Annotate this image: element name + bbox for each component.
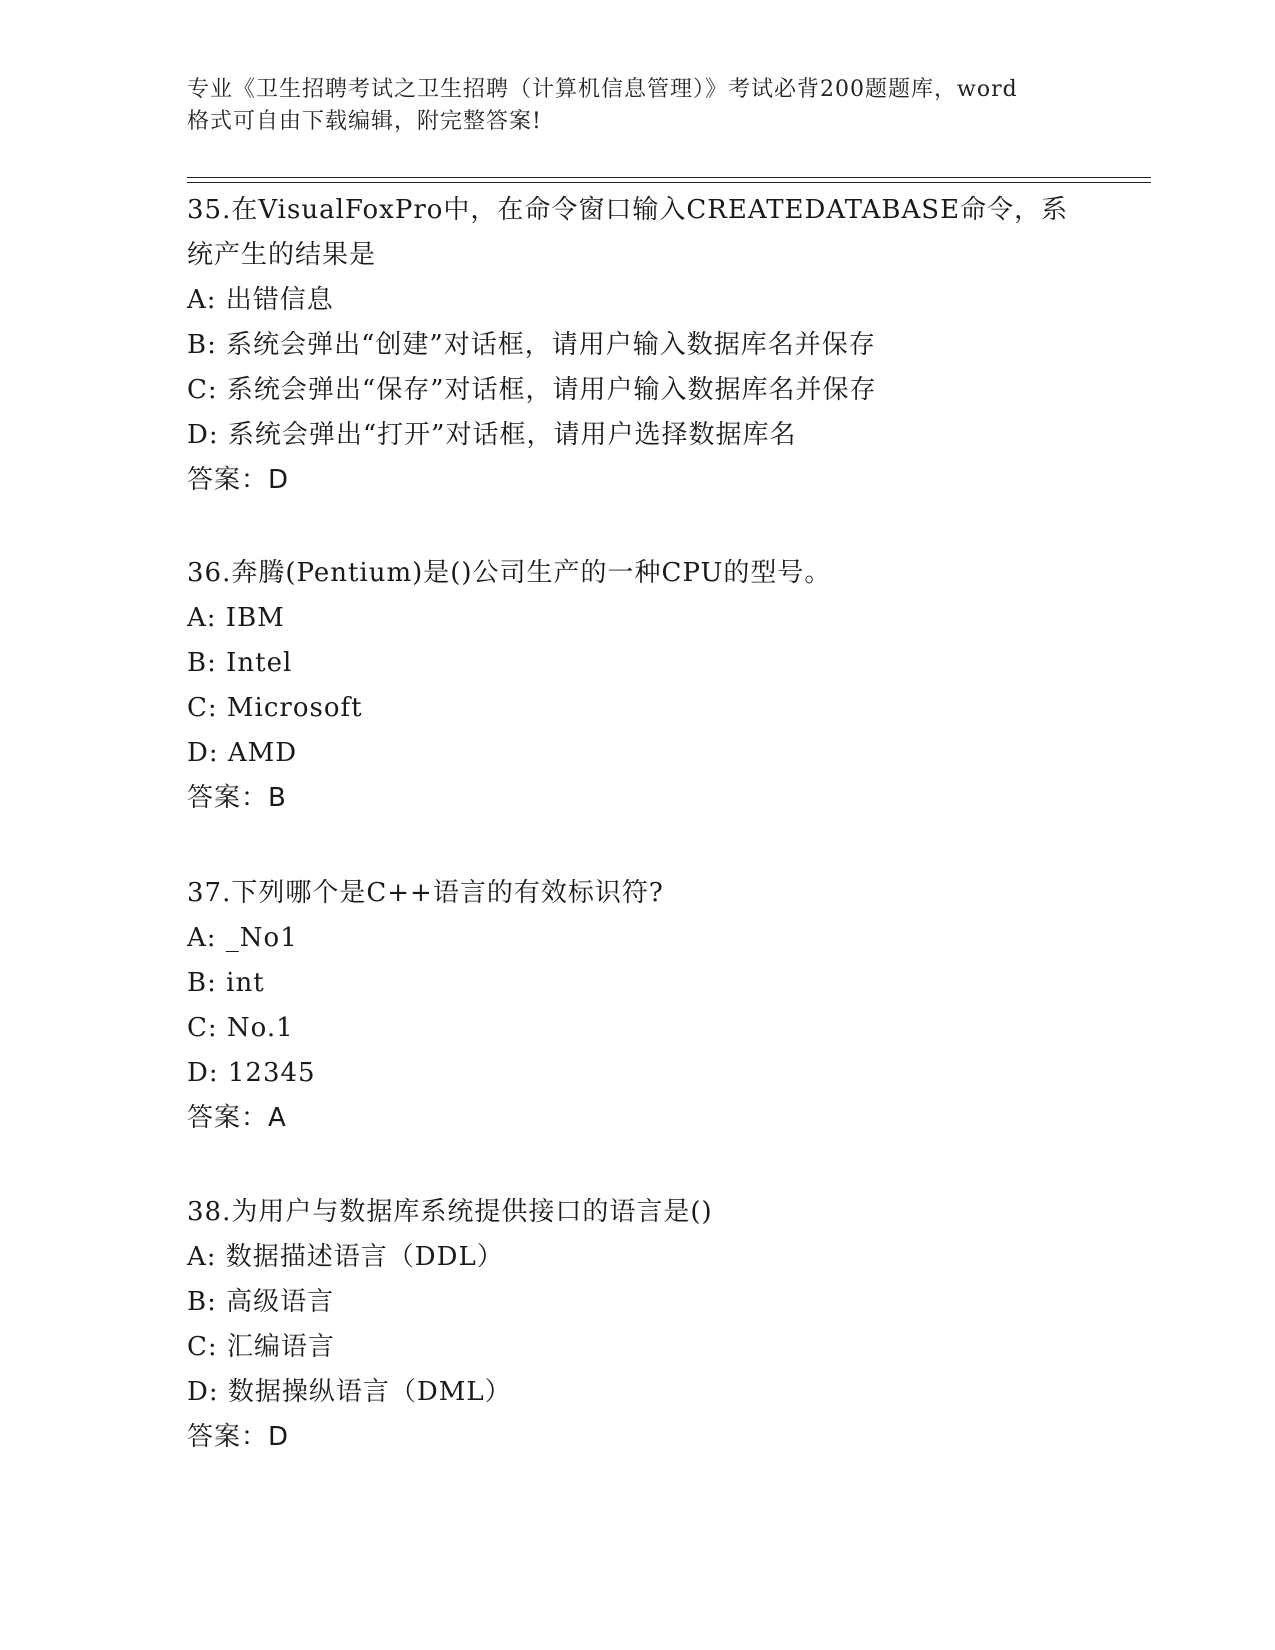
question-stem: 35.在VisualFoxPro中，在命令窗口输入CREATEDATABASE命令，系统产生的结果是 bbox=[187, 195, 1069, 270]
answer-line: 答案：A bbox=[187, 1103, 287, 1133]
answer-line: 答案：D bbox=[187, 1422, 290, 1452]
answer-line: 答案：D bbox=[187, 465, 290, 495]
option-a: A: IBM bbox=[187, 603, 285, 633]
option-c: C: No.1 bbox=[187, 1013, 294, 1043]
question-36 bbox=[187, 551, 1087, 821]
header-line-2: 格式可自由下载编辑，附完整答案! bbox=[187, 109, 542, 134]
option-a: A: _No1 bbox=[187, 923, 298, 953]
option-d: D: 数据操纵语言（DML） bbox=[187, 1377, 512, 1407]
option-b: B: 高级语言 bbox=[187, 1287, 335, 1317]
question-stem: 38.为用户与数据库系统提供接口的语言是() bbox=[187, 1197, 713, 1227]
option-c: C: Microsoft bbox=[187, 693, 363, 723]
header-line-1: 专业《卫生招聘考试之卫生招聘（计算机信息管理）》考试必背200题题库，word bbox=[187, 77, 1018, 102]
option-b: B: int bbox=[187, 968, 265, 998]
option-a: A: 出错信息 bbox=[187, 285, 334, 315]
option-d: D: 系统会弹出“打开”对话框，请用户选择数据库名 bbox=[187, 420, 797, 450]
header-divider-bottom bbox=[187, 182, 1151, 183]
question-stem: 36.奔腾(Pentium)是()公司生产的一种CPU的型号。 bbox=[187, 558, 832, 588]
answer-line: 答案：B bbox=[187, 783, 287, 813]
question-38 bbox=[187, 1190, 1087, 1460]
option-c: C: 汇编语言 bbox=[187, 1332, 335, 1362]
option-c: C: 系统会弹出“保存”对话框，请用户输入数据库名并保存 bbox=[187, 375, 877, 405]
question-35 bbox=[187, 188, 1087, 503]
question-stem: 37.下列哪个是C++语言的有效标识符? bbox=[187, 878, 664, 908]
option-b: B: Intel bbox=[187, 648, 293, 678]
document-header bbox=[187, 74, 1087, 138]
option-d: D: 12345 bbox=[187, 1058, 316, 1088]
option-a: A: 数据描述语言（DDL） bbox=[187, 1242, 504, 1272]
option-b: B: 系统会弹出“创建”对话框，请用户输入数据库名并保存 bbox=[187, 330, 876, 360]
question-37 bbox=[187, 871, 1087, 1141]
header-divider-top bbox=[187, 177, 1151, 178]
option-d: D: AMD bbox=[187, 738, 298, 768]
